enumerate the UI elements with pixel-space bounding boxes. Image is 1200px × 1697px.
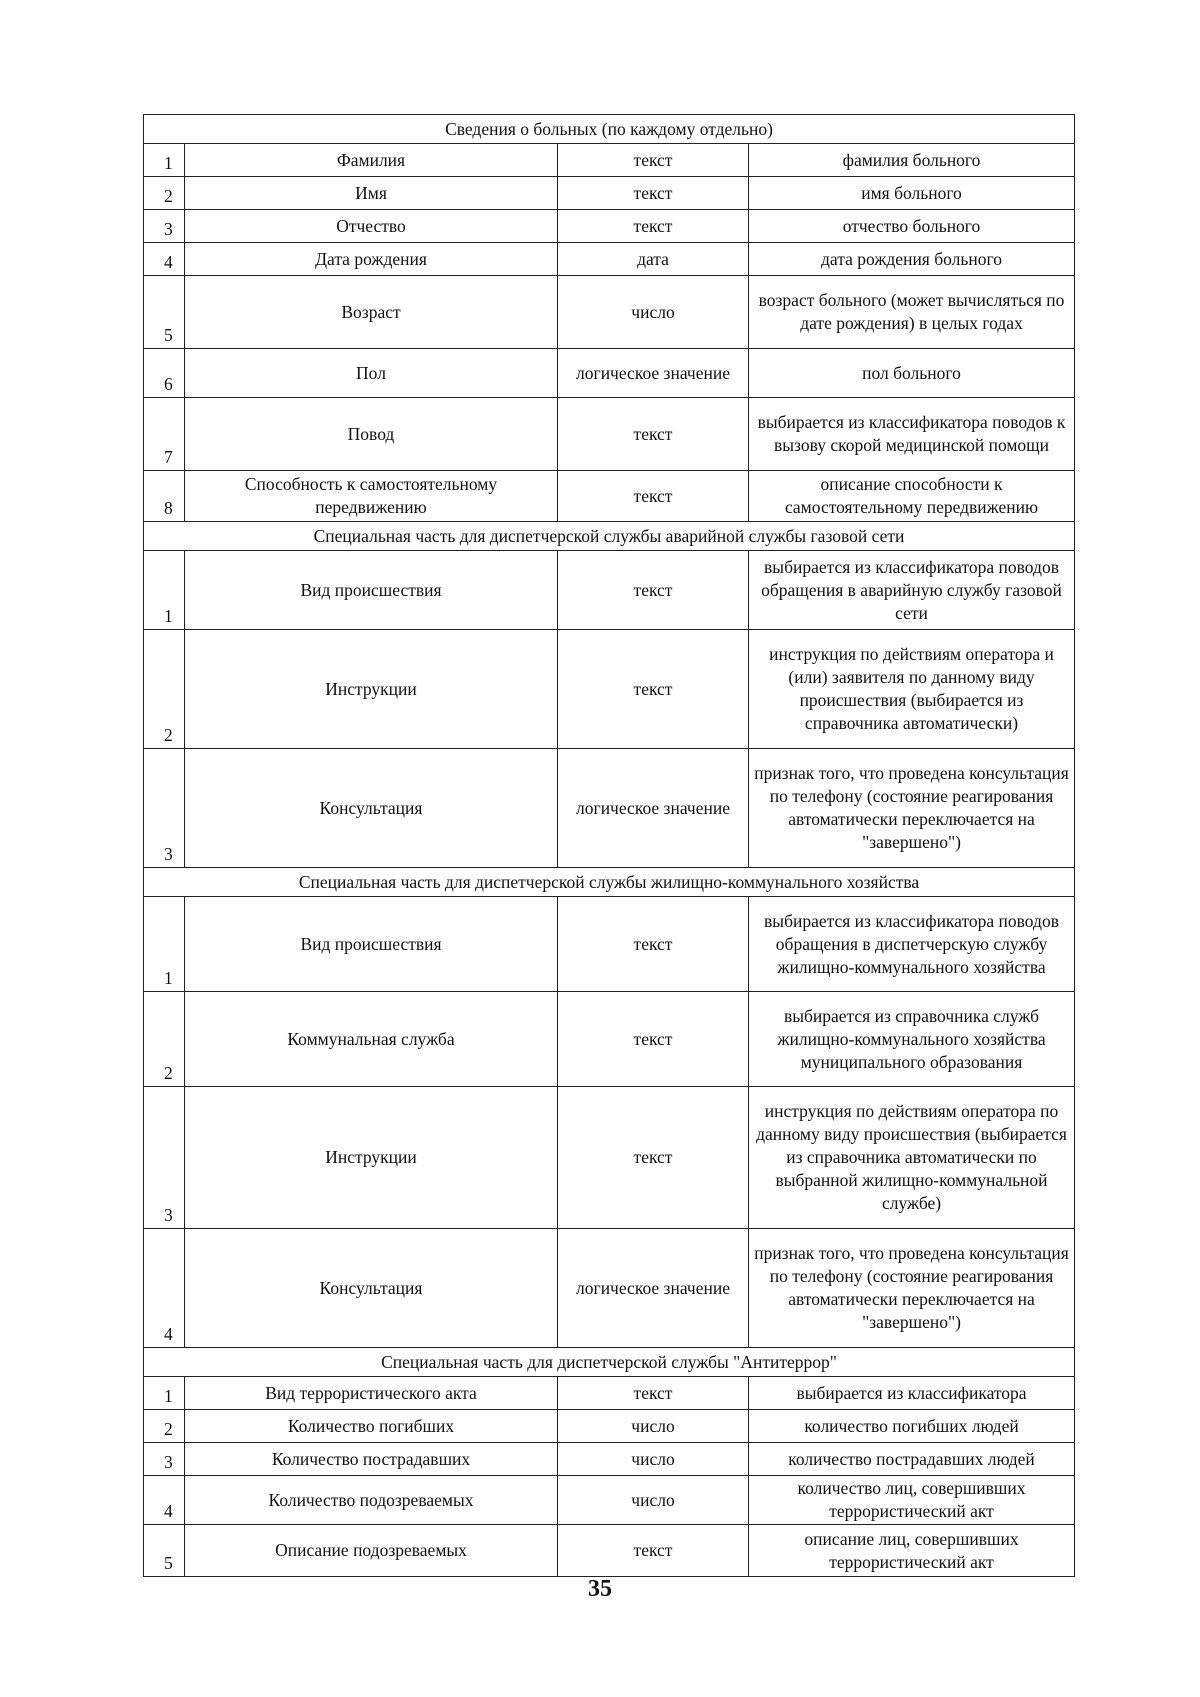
row-number: 2 bbox=[144, 177, 185, 210]
field-name: Количество погибших bbox=[185, 1410, 558, 1443]
field-type: число bbox=[558, 1476, 749, 1525]
table-row bbox=[144, 243, 1075, 276]
row-number: 7 bbox=[144, 398, 185, 471]
field-description: выбирается из классификатора поводов обращения в аварийную службу газовой сети bbox=[749, 551, 1075, 630]
field-description: описание способности к самостоятельному передвижению bbox=[749, 471, 1075, 522]
row-number: 8 bbox=[144, 471, 185, 522]
field-type: логическое значение bbox=[558, 349, 749, 398]
row-number: 1 bbox=[144, 551, 185, 630]
field-name: Количество пострадавших bbox=[185, 1443, 558, 1476]
table-row bbox=[144, 1229, 1075, 1348]
field-description: фамилия больного bbox=[749, 144, 1075, 177]
field-description: отчество больного bbox=[749, 210, 1075, 243]
field-description: признак того, что проведена консультация по телефону (состояние реагирования автоматически переключается на "завершено") bbox=[749, 1229, 1075, 1348]
field-name: Возраст bbox=[185, 276, 558, 349]
section-header-row bbox=[144, 1348, 1075, 1377]
field-name: Инструкции bbox=[185, 630, 558, 749]
page-number: 35 bbox=[588, 1576, 612, 1602]
field-type: текст bbox=[558, 551, 749, 630]
field-type: логическое значение bbox=[558, 1229, 749, 1348]
field-name: Вид террористического акта bbox=[185, 1377, 558, 1410]
field-type: текст bbox=[558, 144, 749, 177]
row-number: 3 bbox=[144, 210, 185, 243]
section-header-row bbox=[144, 522, 1075, 551]
field-name: Количество подозреваемых bbox=[185, 1476, 558, 1525]
row-number: 6 bbox=[144, 349, 185, 398]
field-type: число bbox=[558, 1443, 749, 1476]
field-name: Повод bbox=[185, 398, 558, 471]
field-type: текст bbox=[558, 992, 749, 1087]
field-description: инструкция по действиям оператора и (или) заявителя по данному виду происшествия (выбирается из справочника автоматически) bbox=[749, 630, 1075, 749]
field-description: пол больного bbox=[749, 349, 1075, 398]
table-row bbox=[144, 630, 1075, 749]
field-name: Фамилия bbox=[185, 144, 558, 177]
section-header-row bbox=[144, 868, 1075, 897]
row-number: 1 bbox=[144, 897, 185, 992]
field-name: Консультация bbox=[185, 1229, 558, 1348]
row-number: 3 bbox=[144, 1443, 185, 1476]
row-number: 2 bbox=[144, 992, 185, 1087]
table-row bbox=[144, 551, 1075, 630]
table-row bbox=[144, 897, 1075, 992]
row-number: 4 bbox=[144, 1229, 185, 1348]
field-description: возраст больного (может вычисляться по дате рождения) в целых годах bbox=[749, 276, 1075, 349]
field-name: Вид происшествия bbox=[185, 551, 558, 630]
field-type: текст bbox=[558, 398, 749, 471]
table-row bbox=[144, 1377, 1075, 1410]
field-description: выбирается из классификатора поводов обращения в диспетчерскую службу жилищно-коммунального хозяйства bbox=[749, 897, 1075, 992]
field-description: количество пострадавших людей bbox=[749, 1443, 1075, 1476]
field-type: текст bbox=[558, 210, 749, 243]
field-name: Коммунальная служба bbox=[185, 992, 558, 1087]
field-type: логическое значение bbox=[558, 749, 749, 868]
table-row bbox=[144, 177, 1075, 210]
field-name: Имя bbox=[185, 177, 558, 210]
row-number: 5 bbox=[144, 1525, 185, 1577]
table-row bbox=[144, 398, 1075, 471]
table-row bbox=[144, 749, 1075, 868]
field-description: описание лиц, совершивших террористический акт bbox=[749, 1525, 1075, 1577]
field-type: текст bbox=[558, 1087, 749, 1229]
field-type: текст bbox=[558, 630, 749, 749]
row-number: 4 bbox=[144, 1476, 185, 1525]
table-row bbox=[144, 1410, 1075, 1443]
table-row bbox=[144, 210, 1075, 243]
field-type: дата bbox=[558, 243, 749, 276]
field-description: выбирается из классификатора bbox=[749, 1377, 1075, 1410]
table-row bbox=[144, 276, 1075, 349]
row-number: 4 bbox=[144, 243, 185, 276]
row-number: 5 bbox=[144, 276, 185, 349]
field-description: выбирается из классификатора поводов к вызову скорой медицинской помощи bbox=[749, 398, 1075, 471]
table-row bbox=[144, 1087, 1075, 1229]
field-type: текст bbox=[558, 897, 749, 992]
field-description: количество лиц, совершивших террористический акт bbox=[749, 1476, 1075, 1525]
field-name: Способность к самостоятельному передвижению bbox=[185, 471, 558, 522]
row-number: 2 bbox=[144, 630, 185, 749]
field-name: Инструкции bbox=[185, 1087, 558, 1229]
section-title: Специальная часть для диспетчерской службы аварийной службы газовой сети bbox=[144, 522, 1075, 551]
field-name: Описание подозреваемых bbox=[185, 1525, 558, 1577]
row-number: 1 bbox=[144, 1377, 185, 1410]
field-description: признак того, что проведена консультация по телефону (состояние реагирования автоматически переключается на "завершено") bbox=[749, 749, 1075, 868]
section-header-row bbox=[144, 115, 1075, 144]
field-description: количество погибших людей bbox=[749, 1410, 1075, 1443]
table-row bbox=[144, 1476, 1075, 1525]
row-number: 3 bbox=[144, 1087, 185, 1229]
section-title: Специальная часть для диспетчерской службы "Антитеррор" bbox=[144, 1348, 1075, 1377]
row-number: 3 bbox=[144, 749, 185, 868]
field-type: текст bbox=[558, 1525, 749, 1577]
table-row bbox=[144, 1443, 1075, 1476]
field-description: выбирается из справочника служб жилищно-коммунального хозяйства муниципального образования bbox=[749, 992, 1075, 1087]
table-row bbox=[144, 1525, 1075, 1577]
row-number: 1 bbox=[144, 144, 185, 177]
field-type: число bbox=[558, 276, 749, 349]
field-name: Пол bbox=[185, 349, 558, 398]
field-name: Отчество bbox=[185, 210, 558, 243]
table-row bbox=[144, 144, 1075, 177]
field-description: дата рождения больного bbox=[749, 243, 1075, 276]
field-type: текст bbox=[558, 1377, 749, 1410]
table-row bbox=[144, 349, 1075, 398]
row-number: 2 bbox=[144, 1410, 185, 1443]
field-name: Консультация bbox=[185, 749, 558, 868]
field-type: число bbox=[558, 1410, 749, 1443]
table-row bbox=[144, 471, 1075, 522]
field-type: текст bbox=[558, 471, 749, 522]
data-fields-table bbox=[143, 114, 1075, 1577]
field-type: текст bbox=[558, 177, 749, 210]
field-name: Дата рождения bbox=[185, 243, 558, 276]
table-row bbox=[144, 992, 1075, 1087]
field-description: инструкция по действиям оператора по данному виду происшествия (выбирается из справочника автоматически по выбранной жилищно-коммунальной службе) bbox=[749, 1087, 1075, 1229]
section-title: Сведения о больных (по каждому отдельно) bbox=[144, 115, 1075, 144]
field-description: имя больного bbox=[749, 177, 1075, 210]
field-name: Вид происшествия bbox=[185, 897, 558, 992]
section-title: Специальная часть для диспетчерской службы жилищно-коммунального хозяйства bbox=[144, 868, 1075, 897]
